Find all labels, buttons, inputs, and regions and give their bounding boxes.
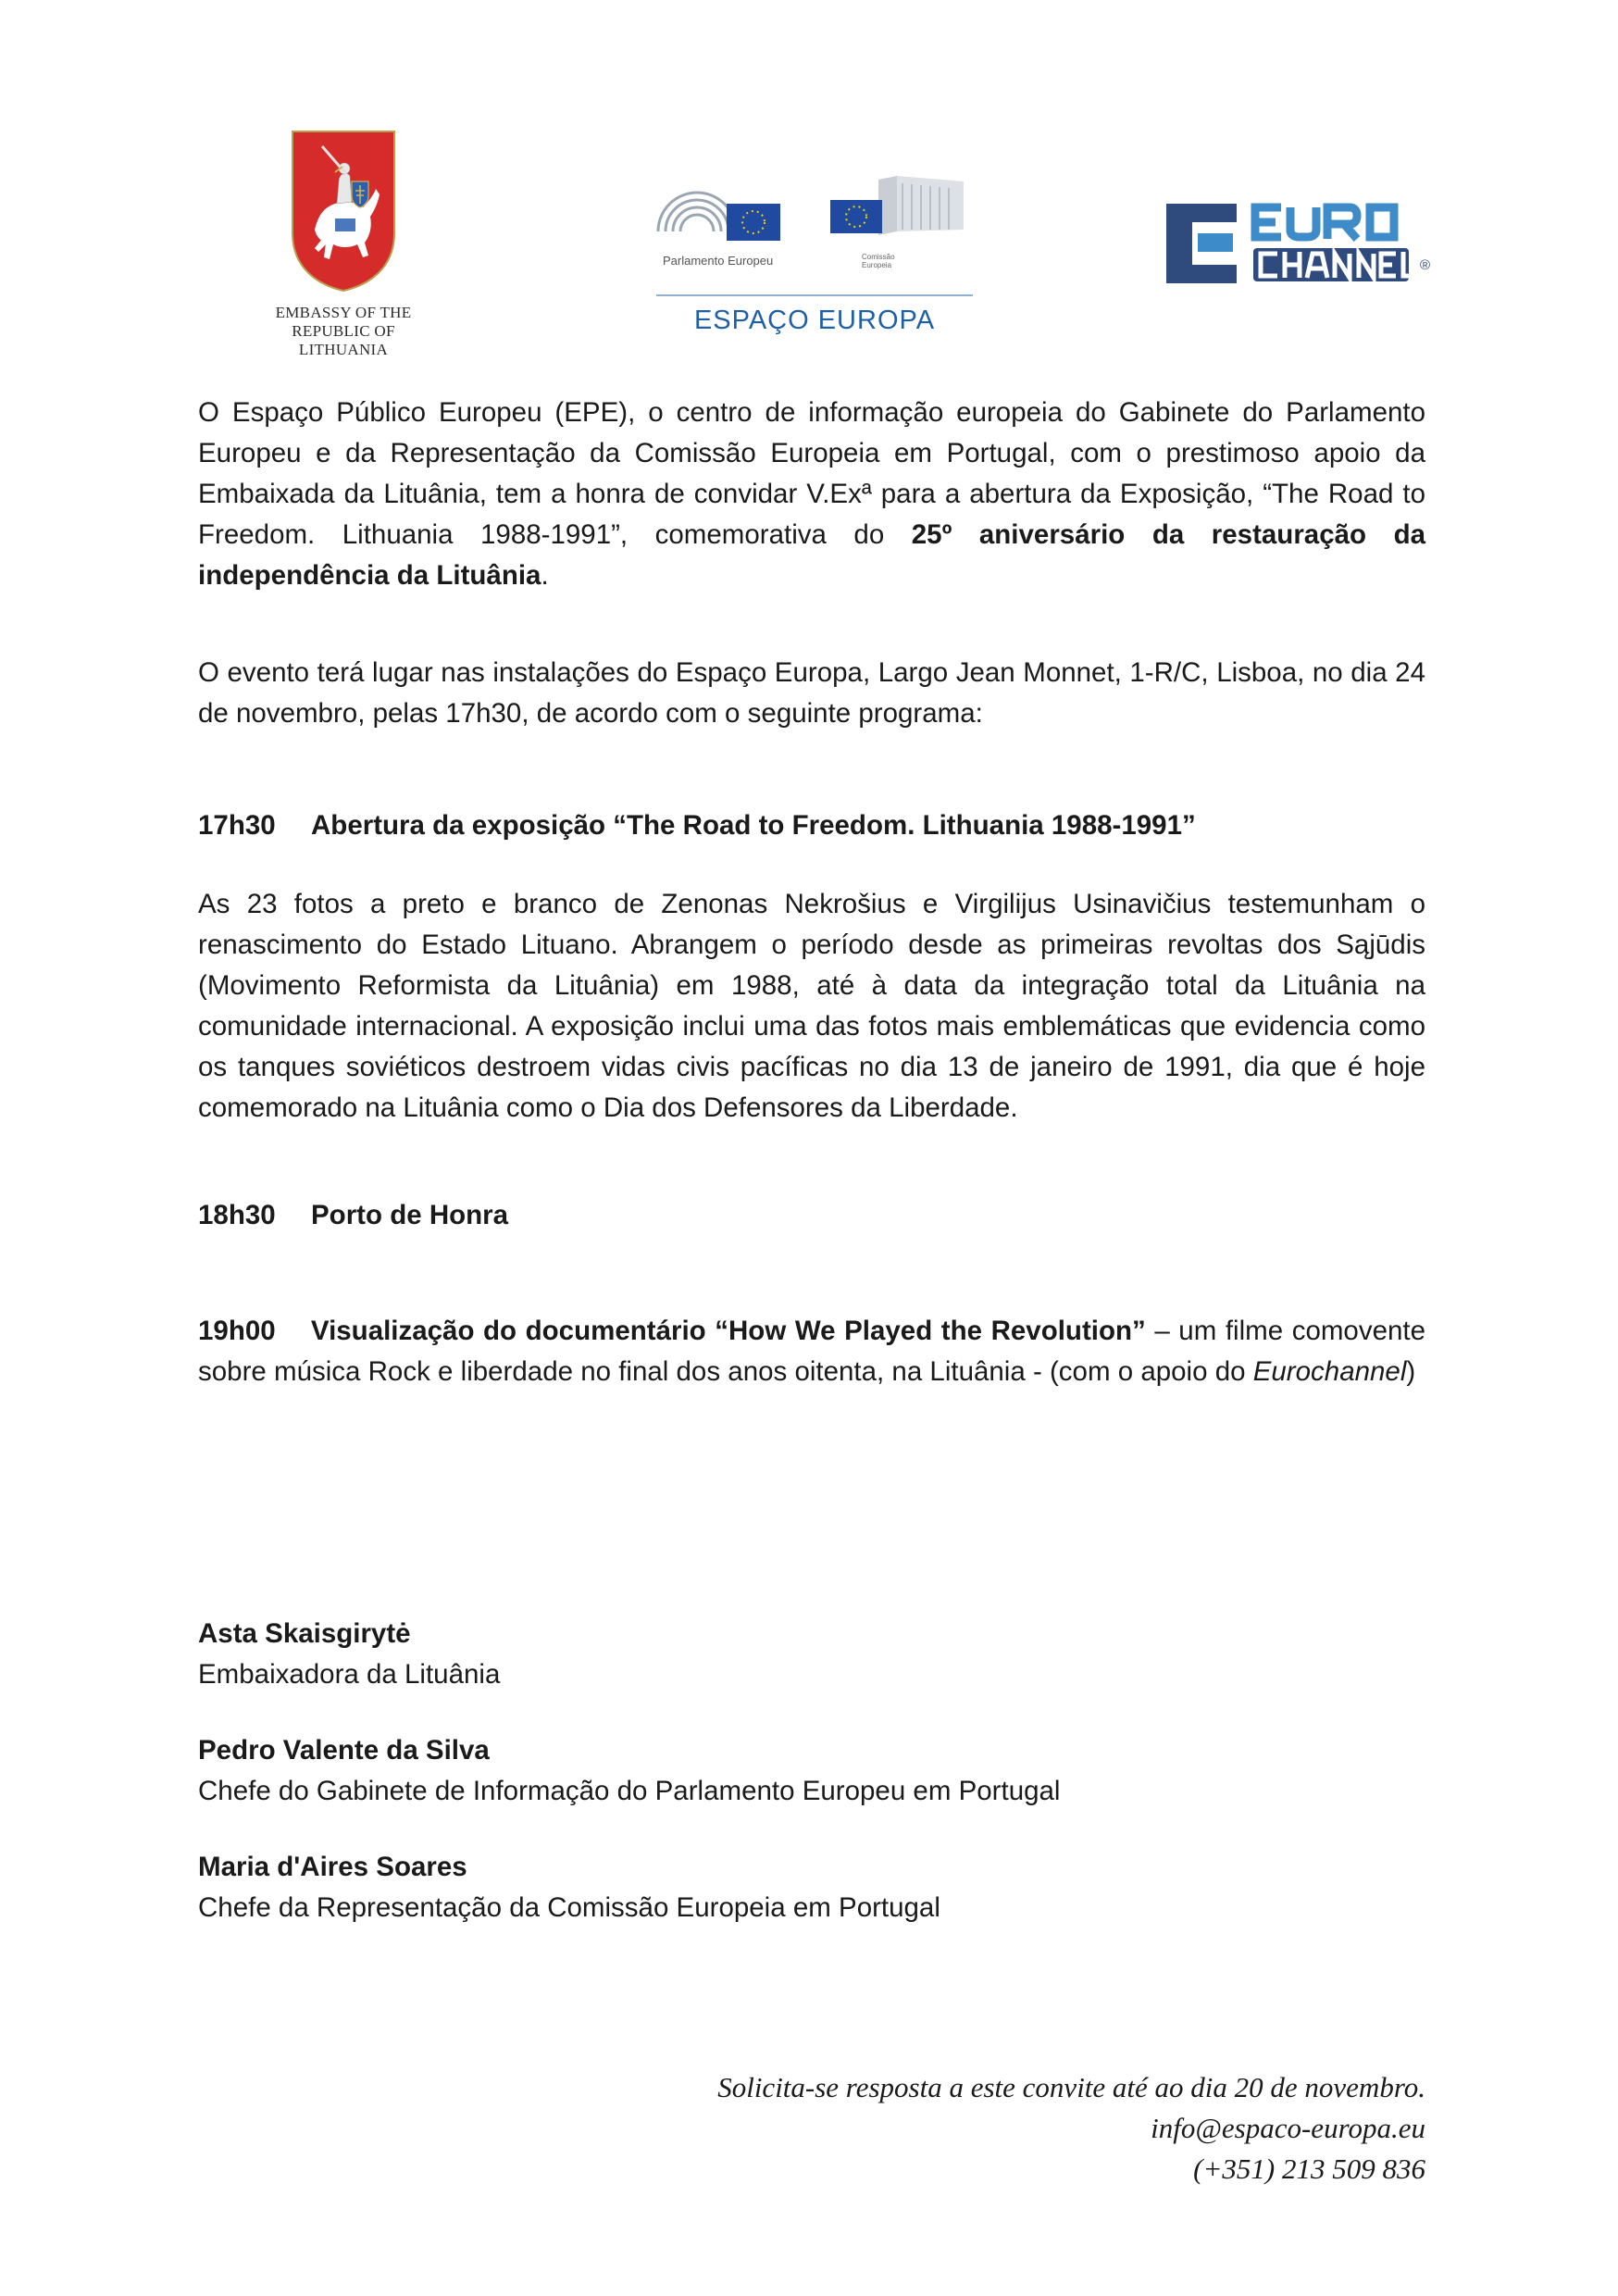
event-paragraph [198, 653, 1425, 734]
embassy-caption-line: EMBASSY OF THE [275, 304, 412, 321]
intro-text: O Espaço Público Europeu (EPE), o centro de informação europeia do Gabinete do Parlamento Europeu e da Representação da Comissão Europeia em Portugal, com o prestimoso apoio da Embaixada da Lituânia, tem a honra de convidar V.Exª para a abertura da Exposição, “The Road to Freedom. Lithuania 1988-1991”, comemorativa do [198, 397, 1425, 550]
signatory [198, 1614, 1425, 1695]
signatory-role: Chefe da Representação da Comissão Europeia em Portugal [198, 1892, 940, 1923]
program-description: As 23 fotos a preto e branco de Zenonas Nekrošius e Virgilijus Usinavičius testemunham o renascimento do Estado Lituano. Abrangem o período desde as primeiras revoltas dos Sąjūdis (Movimento Reformista da Lituânia) em 1988, até à data da integração total da Lituânia na comunidade internacional. A exposição inclui uma das fotos mais emblemáticas que evidencia como os tanques soviéticos destroem vidas civis pacíficas no dia 13 de janeiro de 1991, dia que é hoje comemorado na Lituânia como o Dia dos Defensores da Liberdade. [198, 889, 1425, 1123]
lithuania-coat-of-arms-icon [291, 130, 396, 293]
embassy-caption-line: LITHUANIA [298, 341, 389, 358]
program-time: 17h30 [198, 810, 276, 841]
program-item-1 [198, 805, 1425, 846]
program-item-2 [198, 1195, 1425, 1236]
signatory [198, 1847, 1425, 1928]
program-description: – um filme comovente sobre música Rock e liberdade no final dos anos oitenta, na Lituânia - (com o apoio do [198, 1316, 1425, 1387]
eurochannel-icon [1164, 200, 1438, 288]
program-time: 19h00 [198, 1316, 276, 1346]
comissao-europeia-label [862, 253, 917, 269]
eurochannel-logo [1164, 200, 1438, 288]
intro-bold-text: 25º aniversário da restauração da independência da Lituânia [198, 519, 1425, 591]
signatory [198, 1730, 1425, 1812]
embassy-caption [257, 304, 429, 359]
intro-paragraph [198, 393, 1425, 596]
program-description-end: ) [1406, 1356, 1416, 1387]
signatory-name: Asta Skaisgirytė [198, 1618, 411, 1649]
rsvp-text: Solicita-se resposta a este convite até ao dia 20 de novembro. [717, 2071, 1425, 2103]
rsvp-footer [717, 2067, 1425, 2190]
program-item-3 [198, 1311, 1425, 1392]
parlamento-europeu-label: Parlamento Europeu [663, 254, 774, 268]
signatory-name: Maria d'Aires Soares [198, 1852, 467, 1882]
espaco-europa-logo [653, 176, 977, 343]
embassy-logo [257, 130, 429, 359]
espaco-europa-title: ESPAÇO EUROPA [693, 306, 936, 335]
program-item-1-description [198, 884, 1425, 1129]
rsvp-phone: (+351) 213 509 836 [1193, 2152, 1425, 2185]
program-time: 18h30 [198, 1200, 276, 1230]
intro-text-end: . [541, 560, 549, 591]
parlamento-europeu-icon [653, 176, 782, 250]
signatory-role: Chefe do Gabinete de Informação do Parlamento Europeu em Portugal [198, 1776, 1061, 1806]
comissao-europeia-icon [828, 176, 967, 250]
program-description-emphasis: Eurochannel [1252, 1356, 1407, 1387]
program-title: Visualização do documentário “How We Played the Revolution” [310, 1316, 1146, 1346]
registered-mark: ® [1420, 257, 1431, 273]
rsvp-email-link[interactable]: info@espaco-europa.eu [1151, 2112, 1425, 2144]
signatory-name: Pedro Valente da Silva [198, 1735, 490, 1766]
program-title: Abertura da exposição “The Road to Freedom. Lithuania 1988-1991” [311, 810, 1196, 841]
comissao-label-line: Comissão [862, 253, 895, 261]
signatory-role: Embaixadora da Lituânia [198, 1659, 501, 1690]
event-text: O evento terá lugar nas instalações do Espaço Europa, Largo Jean Monnet, 1-R/C, Lisboa, no dia 24 de novembro, pelas 17h30, de acordo com o seguinte programa: [198, 657, 1425, 729]
embassy-caption-line: REPUBLIC OF [292, 322, 395, 340]
logo-divider [656, 294, 973, 296]
comissao-label-line: Europeia [862, 261, 892, 269]
program-title: Porto de Honra [311, 1200, 509, 1230]
